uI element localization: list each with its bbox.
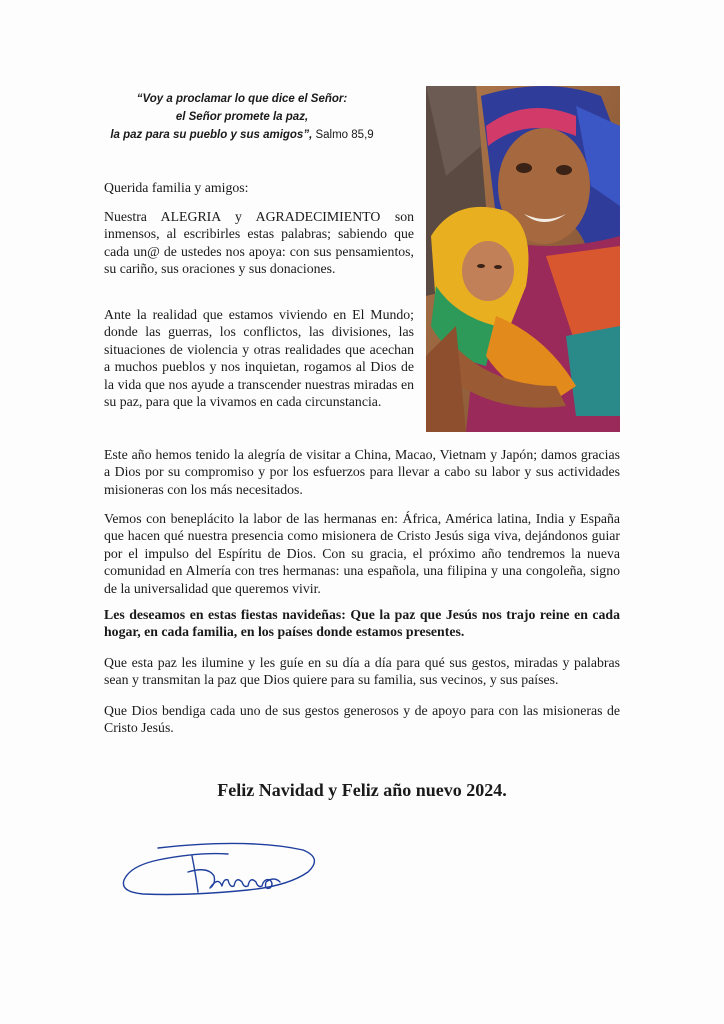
handwritten-signature <box>118 836 328 906</box>
paragraph-6: Que esta paz les ilumine y les guíe en su día a día para qué sus gestos, miradas y palabras sean y transmitan la paz que Dios quiere para su familia, sus vecinos, y sus países. <box>104 655 620 688</box>
paragraph-2: Ante la realidad que estamos viviendo en El Mundo; donde las guerras, los conflictos, las divisiones, las situaciones de violencia y otras realidades que acechan a muchos pueblos y nos inquietan, rogamos al Dios de la vida que nos ayude a transcender nuestras miradas en su paz, para que la vivamos en cada circunstancia. <box>104 307 414 410</box>
mother-baby-photo <box>426 86 620 432</box>
quote-line-1: “Voy a proclamar lo que dice el Señor: <box>136 93 348 105</box>
quote-line-2: el Señor promete la paz, <box>175 111 309 123</box>
quote-reference: Salmo 85,9 <box>315 129 374 141</box>
closing-greeting: Feliz Navidad y Feliz año nuevo 2024. <box>217 780 507 800</box>
paragraph-7: Que Dios bendiga cada uno de sus gestos generosos y de apoyo para con las misioneras de Cristo Jesús. <box>104 703 620 736</box>
psalm-quote <box>92 90 392 144</box>
greeting: Querida familia y amigos: <box>104 180 249 195</box>
paragraph-4: Vemos con beneplácito la labor de las hermanas en: África, América latina, India y España que hacen qué nuestra presencia como misionera de Cristo Jesús siga viva, dejándonos guiar por el impulso del Espíritu de Dios. Con su gracia, el próximo año tendremos la nueva comunidad en Almería con tres hermanas: una española, una filipina y una congoleña, signo de la universalidad que queremos vivir. <box>104 511 620 596</box>
quote-line-3: la paz para su pueblo y sus amigos”, <box>110 129 313 141</box>
signature-icon <box>118 836 328 906</box>
photo-illustration <box>426 86 620 432</box>
paragraph-3: Este año hemos tenido la alegría de visitar a China, Macao, Vietnam y Japón; damos gracias a Dios por su compromiso y por los esfuerzos para llevar a cabo su labor y sus actividades misioneras con los más necesitados. <box>104 447 620 497</box>
paragraph-5-bold: Les deseamos en estas fiestas navideñas: Que la paz que Jesús nos trajo reine en cada hogar, en cada familia, en los países donde estamos presentes. <box>104 607 620 640</box>
paragraph-1: Nuestra ALEGRIA y AGRADECIMIENTO son inmensos, al escribirles estas palabras; sabiendo que cada un@ de ustedes nos apoya: con sus pensamientos, su cariño, sus oraciones y sus donaciones. <box>104 209 414 277</box>
